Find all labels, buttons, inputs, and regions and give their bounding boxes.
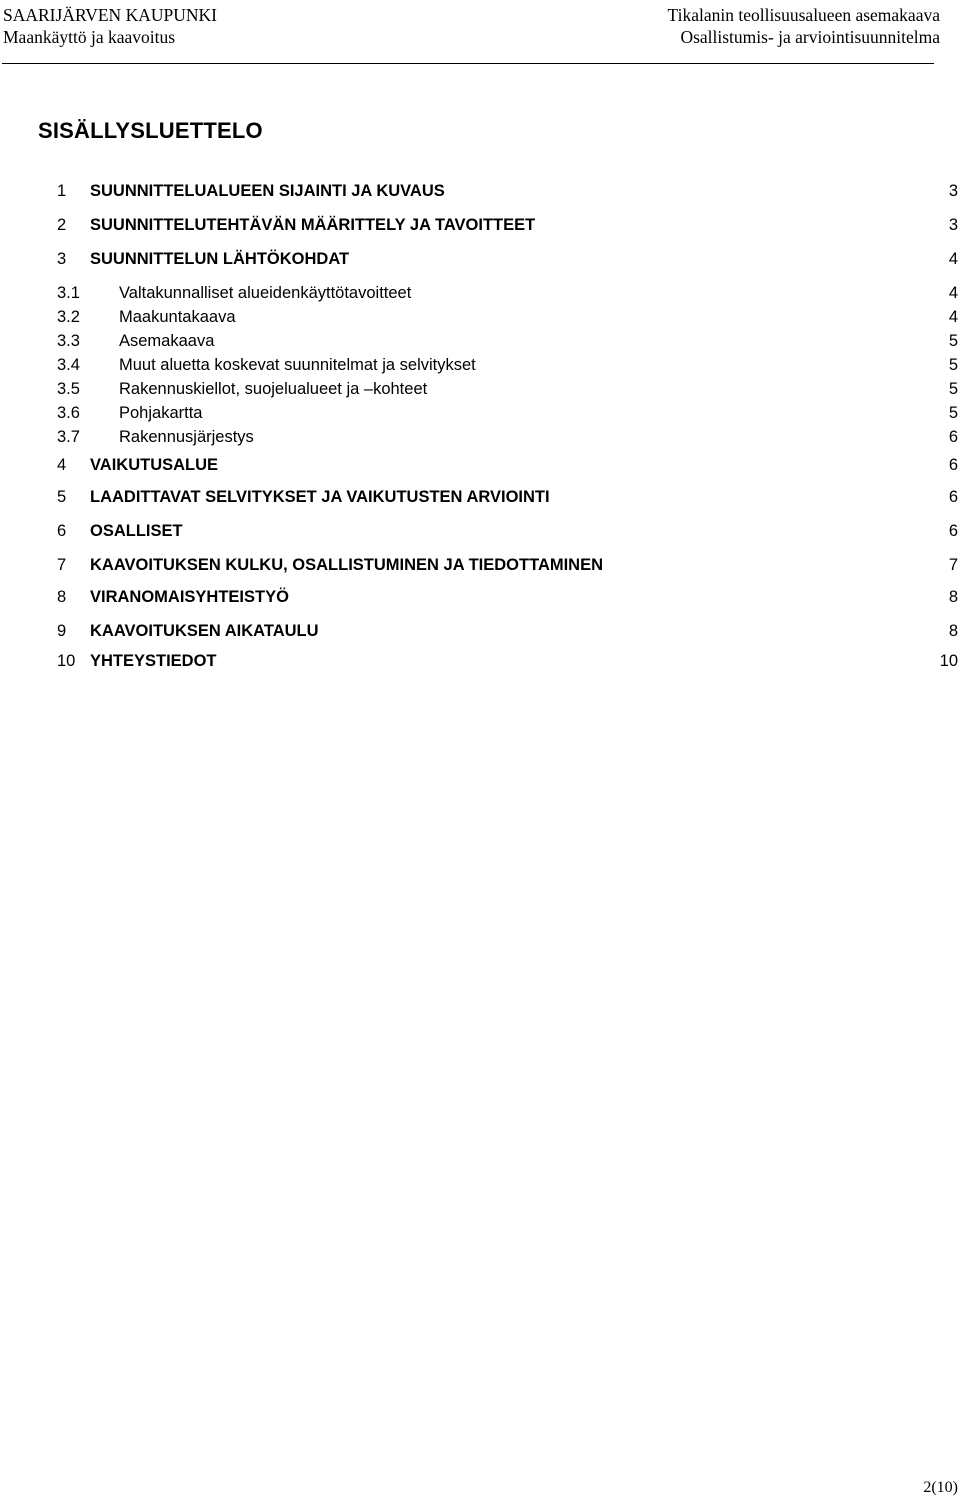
toc-entry-title: Pohjakartta: [119, 404, 203, 422]
toc-entry-number: 9: [57, 622, 67, 640]
toc-entry[interactable]: [57, 522, 958, 546]
toc-entry-page: 10: [939, 652, 958, 670]
toc-entry-number: 3: [57, 250, 67, 268]
toc-entry-number: 8: [57, 588, 67, 606]
toc-entry-page: 6: [948, 456, 958, 474]
toc-entry-page: 4: [948, 284, 958, 302]
toc-entry-title: Rakennuskiellot, suojelualueet ja –kohteet: [119, 380, 428, 398]
toc-entry-page: 6: [948, 428, 958, 446]
toc-entry-page: 4: [948, 308, 958, 326]
toc-entry-page: 8: [948, 588, 958, 606]
toc-entry[interactable]: [57, 488, 958, 512]
header-document-title: Tikalanin teollisuusalueen asemakaava: [667, 5, 940, 25]
toc-entry[interactable]: [57, 284, 958, 308]
toc-entry[interactable]: [57, 216, 958, 240]
toc-entry-number: 6: [57, 522, 67, 540]
toc-entry-title: Maakuntakaava: [119, 308, 236, 326]
toc-entry-page: 5: [948, 356, 958, 374]
toc-entry-page: 6: [948, 488, 958, 506]
toc-entry-number: 10: [57, 652, 76, 670]
header-document-type: Osallistumis- ja arviointisuunnitelma: [680, 27, 940, 47]
toc-entry-number: 4: [57, 456, 67, 474]
toc-entry-title: Asemakaava: [119, 332, 215, 350]
header-divider: [2, 63, 934, 64]
toc-entry[interactable]: [57, 556, 958, 580]
toc-entry-number: 3.2: [57, 308, 80, 326]
toc-entry[interactable]: [57, 588, 958, 612]
header-right: [668, 4, 940, 48]
toc-entry[interactable]: [57, 456, 958, 480]
header-left: [3, 4, 217, 48]
toc-entry-title: LAADITTAVAT SELVITYKSET JA VAIKUTUSTEN ARVIOINTI: [90, 488, 550, 506]
toc-entry-title: SUUNNITTELUTEHTÄVÄN MÄÄRITTELY JA TAVOITTEET: [90, 216, 536, 234]
toc-entry-number: 3.5: [57, 380, 80, 398]
header-organization: SAARIJÄRVEN KAUPUNKI: [3, 5, 217, 25]
toc-entry-title: OSALLISET: [90, 522, 183, 540]
toc-entry-title: SUUNNITTELUN LÄHTÖKOHDAT: [90, 250, 350, 268]
toc-entry-page: 7: [948, 556, 958, 574]
toc-entry[interactable]: [57, 622, 958, 646]
toc-title: SISÄLLYSLUETTELO: [38, 118, 263, 143]
toc-entry-page: 3: [948, 216, 958, 234]
toc-entry-number: 3.6: [57, 404, 80, 422]
toc-entry-title: YHTEYSTIEDOT: [90, 652, 217, 670]
toc-entry-page: 3: [948, 182, 958, 200]
toc-entry-number: 3.4: [57, 356, 80, 374]
page-number: 2(10): [923, 1479, 958, 1496]
toc-entry-number: 3.1: [57, 284, 80, 302]
toc-entry[interactable]: [57, 404, 958, 428]
toc-entry-number: 7: [57, 556, 67, 574]
toc-entry[interactable]: [57, 428, 958, 452]
toc-entry[interactable]: [57, 332, 958, 356]
toc-entry-page: 4: [948, 250, 958, 268]
toc-entry-title: KAAVOITUKSEN AIKATAULU: [90, 622, 319, 640]
toc-entry-number: 1: [57, 182, 67, 200]
toc-entry-number: 3.3: [57, 332, 80, 350]
toc-entry[interactable]: [57, 356, 958, 380]
toc-entry-number: 3.7: [57, 428, 80, 446]
toc-entry-page: 6: [948, 522, 958, 540]
toc-entry[interactable]: [57, 652, 958, 676]
toc-entry-page: 5: [948, 380, 958, 398]
toc-entry-title: Muut aluetta koskevat suunnitelmat ja selvitykset: [119, 356, 476, 374]
toc-entry[interactable]: [57, 308, 958, 332]
toc-entry-title: Valtakunnalliset alueidenkäyttötavoitteet: [119, 284, 412, 302]
toc-entry-page: 8: [948, 622, 958, 640]
toc-entry[interactable]: [57, 250, 958, 274]
toc-entry-number: 2: [57, 216, 67, 234]
header-department: Maankäyttö ja kaavoitus: [3, 27, 176, 47]
toc-entry[interactable]: [57, 182, 958, 206]
toc-entry-number: 5: [57, 488, 67, 506]
toc-entry-title: KAAVOITUKSEN KULKU, OSALLISTUMINEN JA TIEDOTTAMINEN: [90, 556, 604, 574]
toc-entry-title: SUUNNITTELUALUEEN SIJAINTI JA KUVAUS: [90, 182, 445, 200]
toc-entry-page: 5: [948, 332, 958, 350]
toc-entry-title: VIRANOMAISYHTEISTYÖ: [90, 588, 289, 606]
toc-entry-page: 5: [948, 404, 958, 422]
toc-entry-title: Rakennusjärjestys: [119, 428, 254, 446]
toc-entry-title: VAIKUTUSALUE: [90, 456, 219, 474]
toc-entry[interactable]: [57, 380, 958, 404]
